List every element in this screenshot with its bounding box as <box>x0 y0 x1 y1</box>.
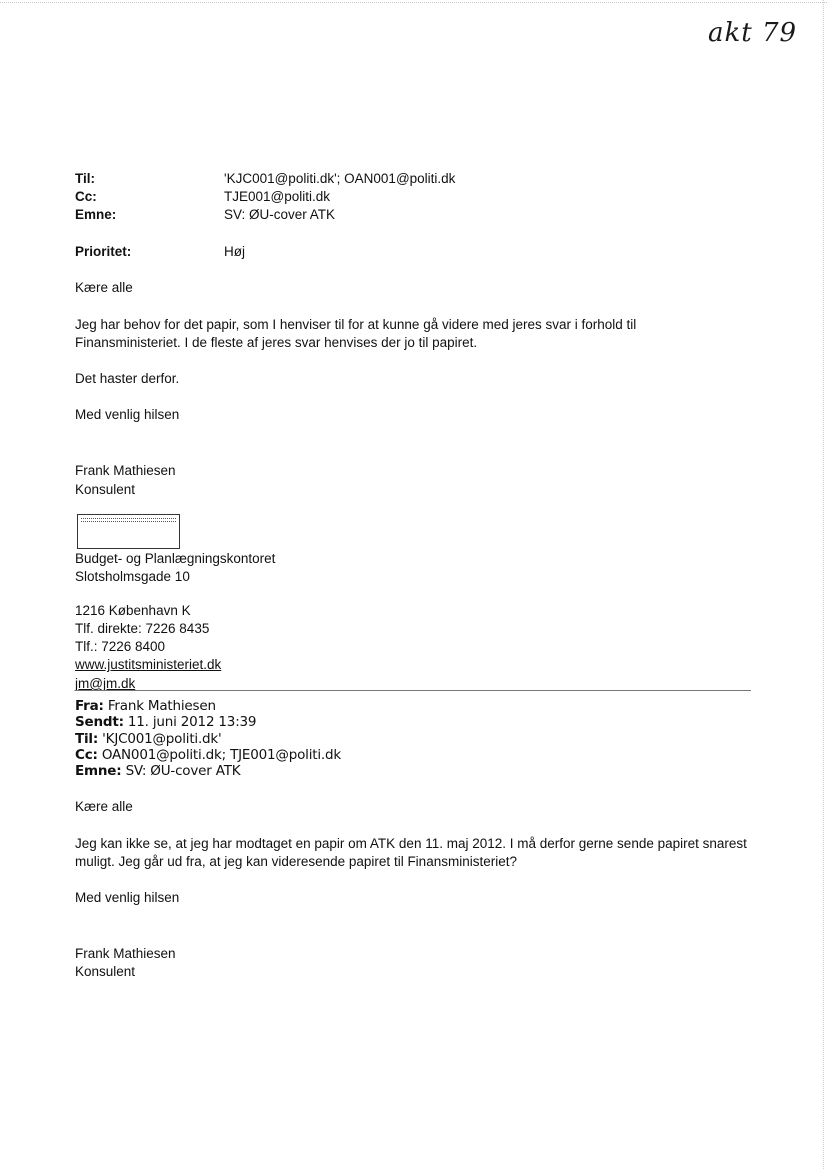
forward-fra-label: Fra: <box>75 698 104 714</box>
message1-body-line2: Finansministeriet. I de fleste af jeres svar henvises der jo til papiret. <box>75 335 478 350</box>
message1-urgency: Det haster derfor. <box>75 371 180 386</box>
scan-edge-right <box>822 0 824 1169</box>
signature-website-link[interactable]: www.justitsministeriet.dk <box>75 657 222 672</box>
signature-phone-direct: Tlf. direkte: 7226 8435 <box>75 621 210 636</box>
message2-closing: Med venlig hilsen <box>75 890 180 905</box>
til-value: 'KJC001@politi.dk'; OAN001@politi.dk <box>224 171 456 186</box>
forward-emne-value: SV: ØU-cover ATK <box>125 763 241 779</box>
forward-til <box>75 731 222 747</box>
message1-sender-name: Frank Mathiesen <box>75 463 176 478</box>
prioritet-label: Prioritet: <box>75 244 132 259</box>
til-label: Til: <box>75 171 95 186</box>
signature-street: Slotsholmsgade 10 <box>75 569 190 584</box>
cc-label: Cc: <box>75 189 97 204</box>
message2-greeting: Kære alle <box>75 799 133 814</box>
forward-fra <box>75 698 216 714</box>
message2-body-line1: Jeg kan ikke se, at jeg har modtaget en papir om ATK den 11. maj 2012. I må derfor gerne sende papiret snarest <box>75 836 747 851</box>
prioritet-value: Høj <box>224 244 245 259</box>
emne-label: Emne: <box>75 207 117 222</box>
handwritten-note: akt 79 <box>708 18 798 48</box>
divider-line <box>75 690 751 691</box>
forward-cc-label: Cc: <box>75 747 98 763</box>
message1-closing: Med venlig hilsen <box>75 407 180 422</box>
message2-sender-title: Konsulent <box>75 964 136 979</box>
forward-sendt-value: 11. juni 2012 13:39 <box>127 714 257 730</box>
signature-email-link[interactable]: jm@jm.dk <box>75 676 136 691</box>
scan-edge-top <box>0 2 827 4</box>
emne-value: SV: ØU-cover ATK <box>224 207 336 222</box>
signature-phone: Tlf.: 7226 8400 <box>75 639 166 654</box>
logo-image <box>77 514 180 549</box>
message1-body-line1: Jeg har behov for det papir, som I henviser til for at kunne gå videre med jeres svar i forhold til <box>75 317 637 332</box>
message2-sender-name: Frank Mathiesen <box>75 946 176 961</box>
forward-emne-label: Emne: <box>75 763 122 779</box>
message1-sender-title: Konsulent <box>75 482 136 497</box>
message1-greeting: Kære alle <box>75 280 133 295</box>
forward-sendt <box>75 714 256 730</box>
forward-sendt-label: Sendt: <box>75 714 124 730</box>
message2-body-line2: muligt. Jeg går ud fra, at jeg kan videresende papiret til Finansministeriet? <box>75 854 517 869</box>
forward-emne <box>75 763 240 779</box>
forward-cc <box>75 747 341 763</box>
signature-office: Budget- og Planlægningskontoret <box>75 551 276 566</box>
forward-cc-value: OAN001@politi.dk; TJE001@politi.dk <box>101 747 341 763</box>
cc-value: TJE001@politi.dk <box>224 189 331 204</box>
forward-til-value: 'KJC001@politi.dk' <box>102 731 222 747</box>
signature-city: 1216 København K <box>75 603 191 618</box>
forward-fra-value: Frank Mathiesen <box>107 698 216 714</box>
forward-til-label: Til: <box>75 731 99 747</box>
